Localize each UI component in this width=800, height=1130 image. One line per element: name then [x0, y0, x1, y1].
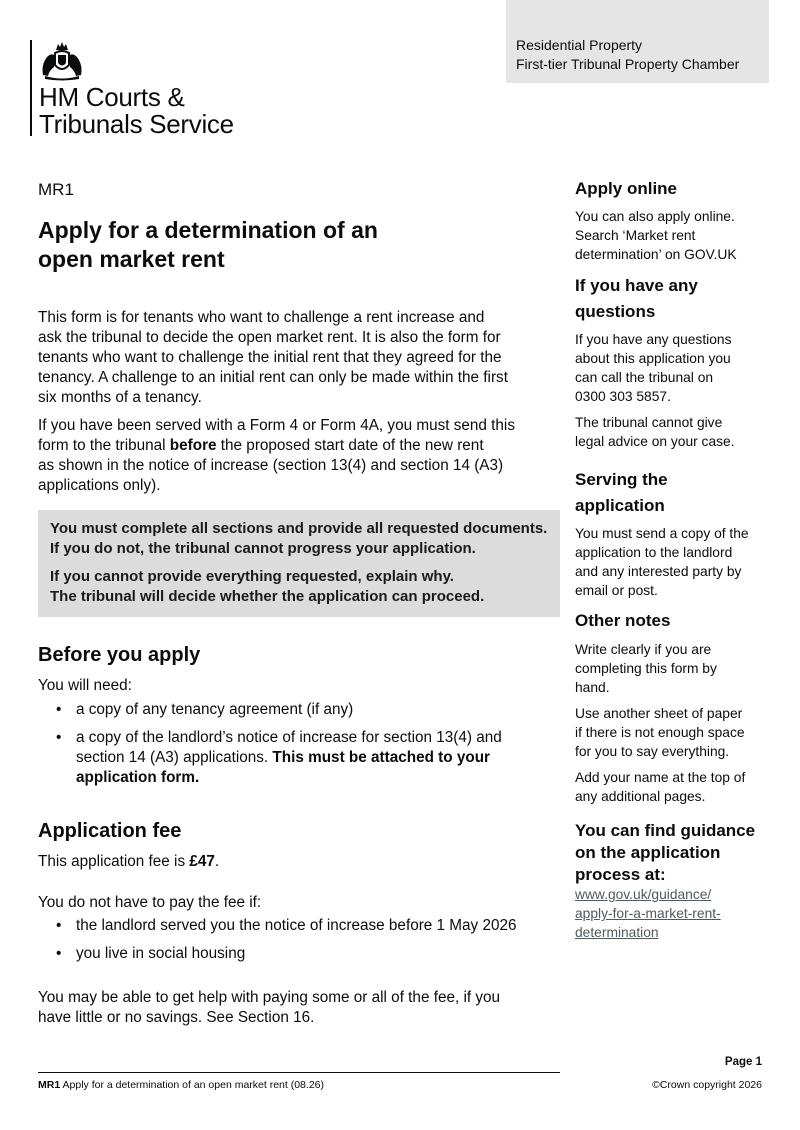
list-item: • a copy of the landlord’s notice of increase for section 13(4) and section 14 (A3) applications. This must be attached to your application form.: [56, 729, 502, 786]
page-title: Apply for a determination of an open market rent: [38, 217, 378, 272]
intro-paragraph: This form is for tenants who want to challenge a rent increase and ask the tribunal to decide the open market rent. It is also the form for tenants who want to challenge the initial rent that they agreed for the tenancy. A challenge to an initial rent can only be made within the first six months of a tenancy.: [38, 309, 508, 406]
page-number: Page 1: [724, 1056, 762, 1068]
list-item: • the landlord served you the notice of increase before 1 May 2026: [56, 917, 517, 934]
other-note: Add your name at the top of any additional pages.: [575, 770, 746, 804]
before-you-apply-heading: Before you apply: [38, 644, 201, 666]
serving-text: You must send a copy of the application to the landlord and any interested party by email or post.: [575, 526, 749, 598]
fee-exemption-intro: You do not have to pay the fee if:: [38, 894, 262, 911]
other-notes-heading: Other notes: [575, 611, 671, 630]
other-note: Write clearly if you are completing this form by hand.: [575, 642, 717, 695]
questions-text: If you have any questions about this application you can call the tribunal on 0300 303 5857.: [575, 332, 732, 404]
apply-online-heading: Apply online: [575, 179, 677, 198]
logo-rule: [30, 40, 32, 136]
important-notice-box: [38, 510, 560, 617]
footer-form-title: MR1 Apply for a determination of an open market rent (08.26): [38, 1079, 324, 1091]
served-notice-paragraph: If you have been served with a Form 4 or Form 4A, you must send this form to the tribunal before the proposed start date of the new rent as shown in the notice of increase (section 13(4) and section 14 (A3) applications only).: [38, 417, 515, 494]
guidance-link[interactable]: www.gov.uk/guidance/ apply-for-a-market-rent- determination: [575, 887, 721, 940]
footer-divider: [38, 1072, 560, 1073]
notice-text: If you cannot provide everything requested, explain why. The tribunal will decide whether the application can proceed.: [50, 568, 485, 605]
chamber-line: First-tier Tribunal Property Chamber: [516, 56, 740, 72]
serving-heading: Serving the application: [575, 470, 668, 515]
notice-text: You must complete all sections and provide all requested documents. If you do not, the tribunal cannot progress your application.: [50, 520, 548, 557]
guidance-heading: You can find guidance on the application process at:: [575, 821, 756, 884]
list-item: • you live in social housing: [56, 945, 246, 962]
hmcts-logo: [30, 40, 290, 140]
organisation-name: HM Courts & Tribunals Service: [39, 82, 234, 139]
chamber-box: [506, 0, 769, 83]
questions-heading: If you have any questions: [575, 276, 698, 321]
form-code: MR1: [38, 180, 74, 199]
chamber-line: Residential Property: [516, 37, 643, 53]
guidance-link-block: [575, 885, 775, 942]
other-note: Use another sheet of paper if there is not enough space for you to say everything.: [575, 706, 745, 759]
legal-advice-text: The tribunal cannot give legal advice on your case.: [575, 415, 735, 449]
royal-coat-of-arms-icon: [39, 41, 85, 81]
requirements-list: [38, 700, 553, 788]
fee-amount-text: This application fee is £47.: [38, 853, 220, 870]
list-item: • a copy of any tenancy agreement (if any): [56, 701, 354, 718]
fee-exemption-list: [38, 916, 553, 964]
apply-online-text: You can also apply online. Search ‘Market rent determination’ on GOV.UK: [575, 209, 737, 262]
fee-help-paragraph: You may be able to get help with paying some or all of the fee, if you have little or no savings. See Section 16.: [38, 989, 501, 1026]
before-you-apply-intro: You will need:: [38, 677, 132, 694]
application-fee-heading: Application fee: [38, 820, 182, 842]
footer-copyright: ©Crown copyright 2026: [652, 1079, 762, 1091]
